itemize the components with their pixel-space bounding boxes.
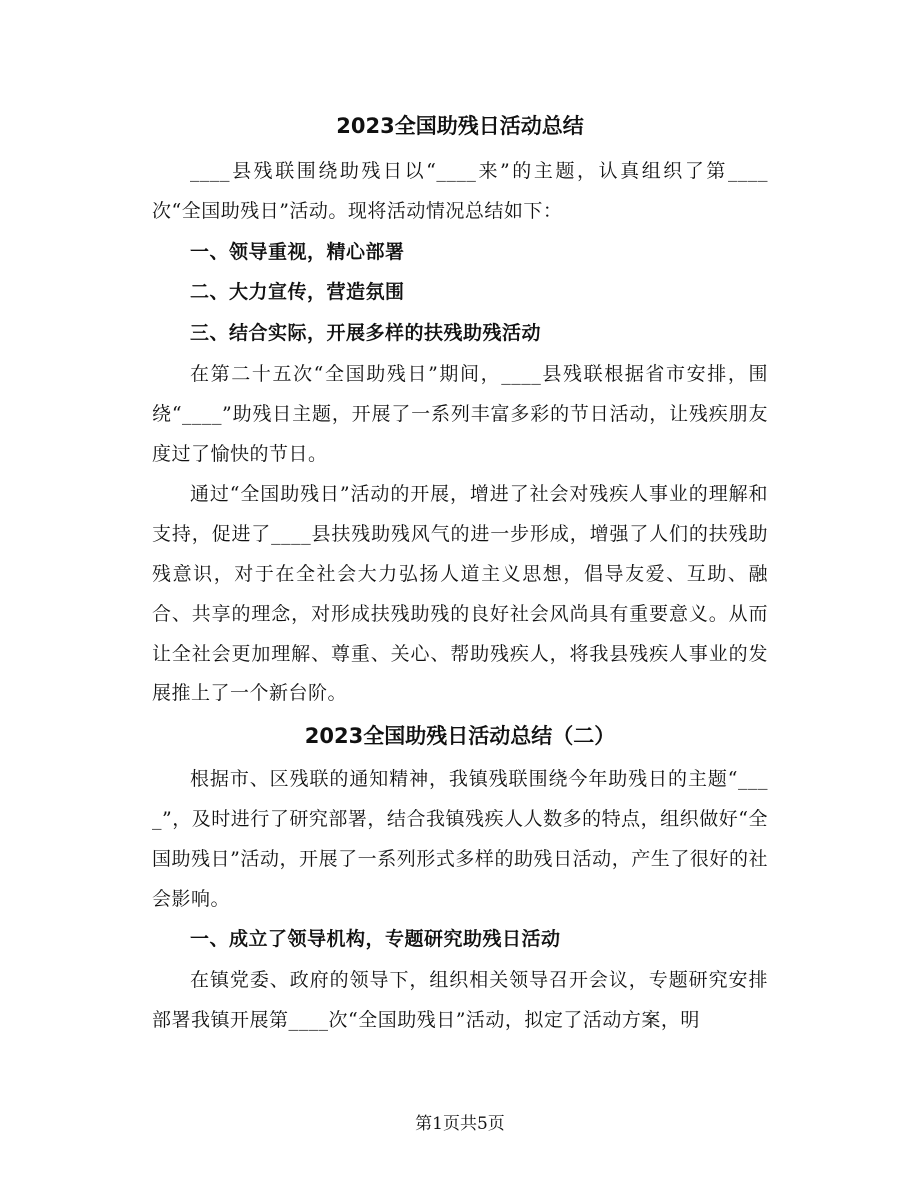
body-paragraph: 通过“全国助残日”活动的开展，增进了社会对残疾人事业的理解和支持，促进了____县扶残助残风气的进一步形成，增强了人们的扶残助残意识，对于在全社会大力弘扬人道主义思想，倡导友爱、互助、融合、共享的理念，对形成扶残助残的良好社会风尚具有重要意义。从而让全社会更加理解、尊重、关心、帮助残疾人，将我县残疾人事业的发展推上了一个新台阶。: [152, 483, 768, 705]
section-heading-3: 三、结合实际，开展多样的扶残助残活动: [190, 322, 542, 345]
document-body: [152, 110, 768, 1042]
section-heading-2: 二、大力宣传，营造氛围: [190, 281, 405, 304]
section-heading-1: 一、领导重视，精心部署: [190, 240, 405, 263]
document-title: 2023全国助残日活动总结: [336, 114, 584, 138]
second-document-title: 2023全国助残日活动总结（二）: [304, 724, 616, 749]
page-number-footer: 第1页共5页: [415, 1114, 505, 1134]
body-paragraph: 在第二十五次“全国助残日”期间，____县残联根据省市安排，围绕“____”助残日主题，开展了一系列丰富多彩的节日活动，让残疾朋友度过了愉快的节日。: [152, 362, 768, 465]
intro-paragraph: ____县残联围绕助残日以“____来”的主题，认真组织了第____次“全国助残日”活动。现将活动情况总结如下：: [152, 160, 768, 222]
second-intro-paragraph: 根据市、区残联的通知精神，我镇残联围绕今年助残日的主题“____”，及时进行了研究部署，结合我镇残疾人人数多的特点，组织做好“全国助残日”活动，开展了一系列形式多样的助残日活动，产生了很好的社会影响。: [152, 768, 768, 910]
second-body-paragraph: 在镇党委、政府的领导下，组织相关领导召开会议，专题研究安排部署我镇开展第____次“全国助残日”活动，拟定了活动方案，明: [152, 969, 768, 1031]
second-section-heading-1: 一、成立了领导机构，专题研究助残日活动: [190, 928, 561, 951]
